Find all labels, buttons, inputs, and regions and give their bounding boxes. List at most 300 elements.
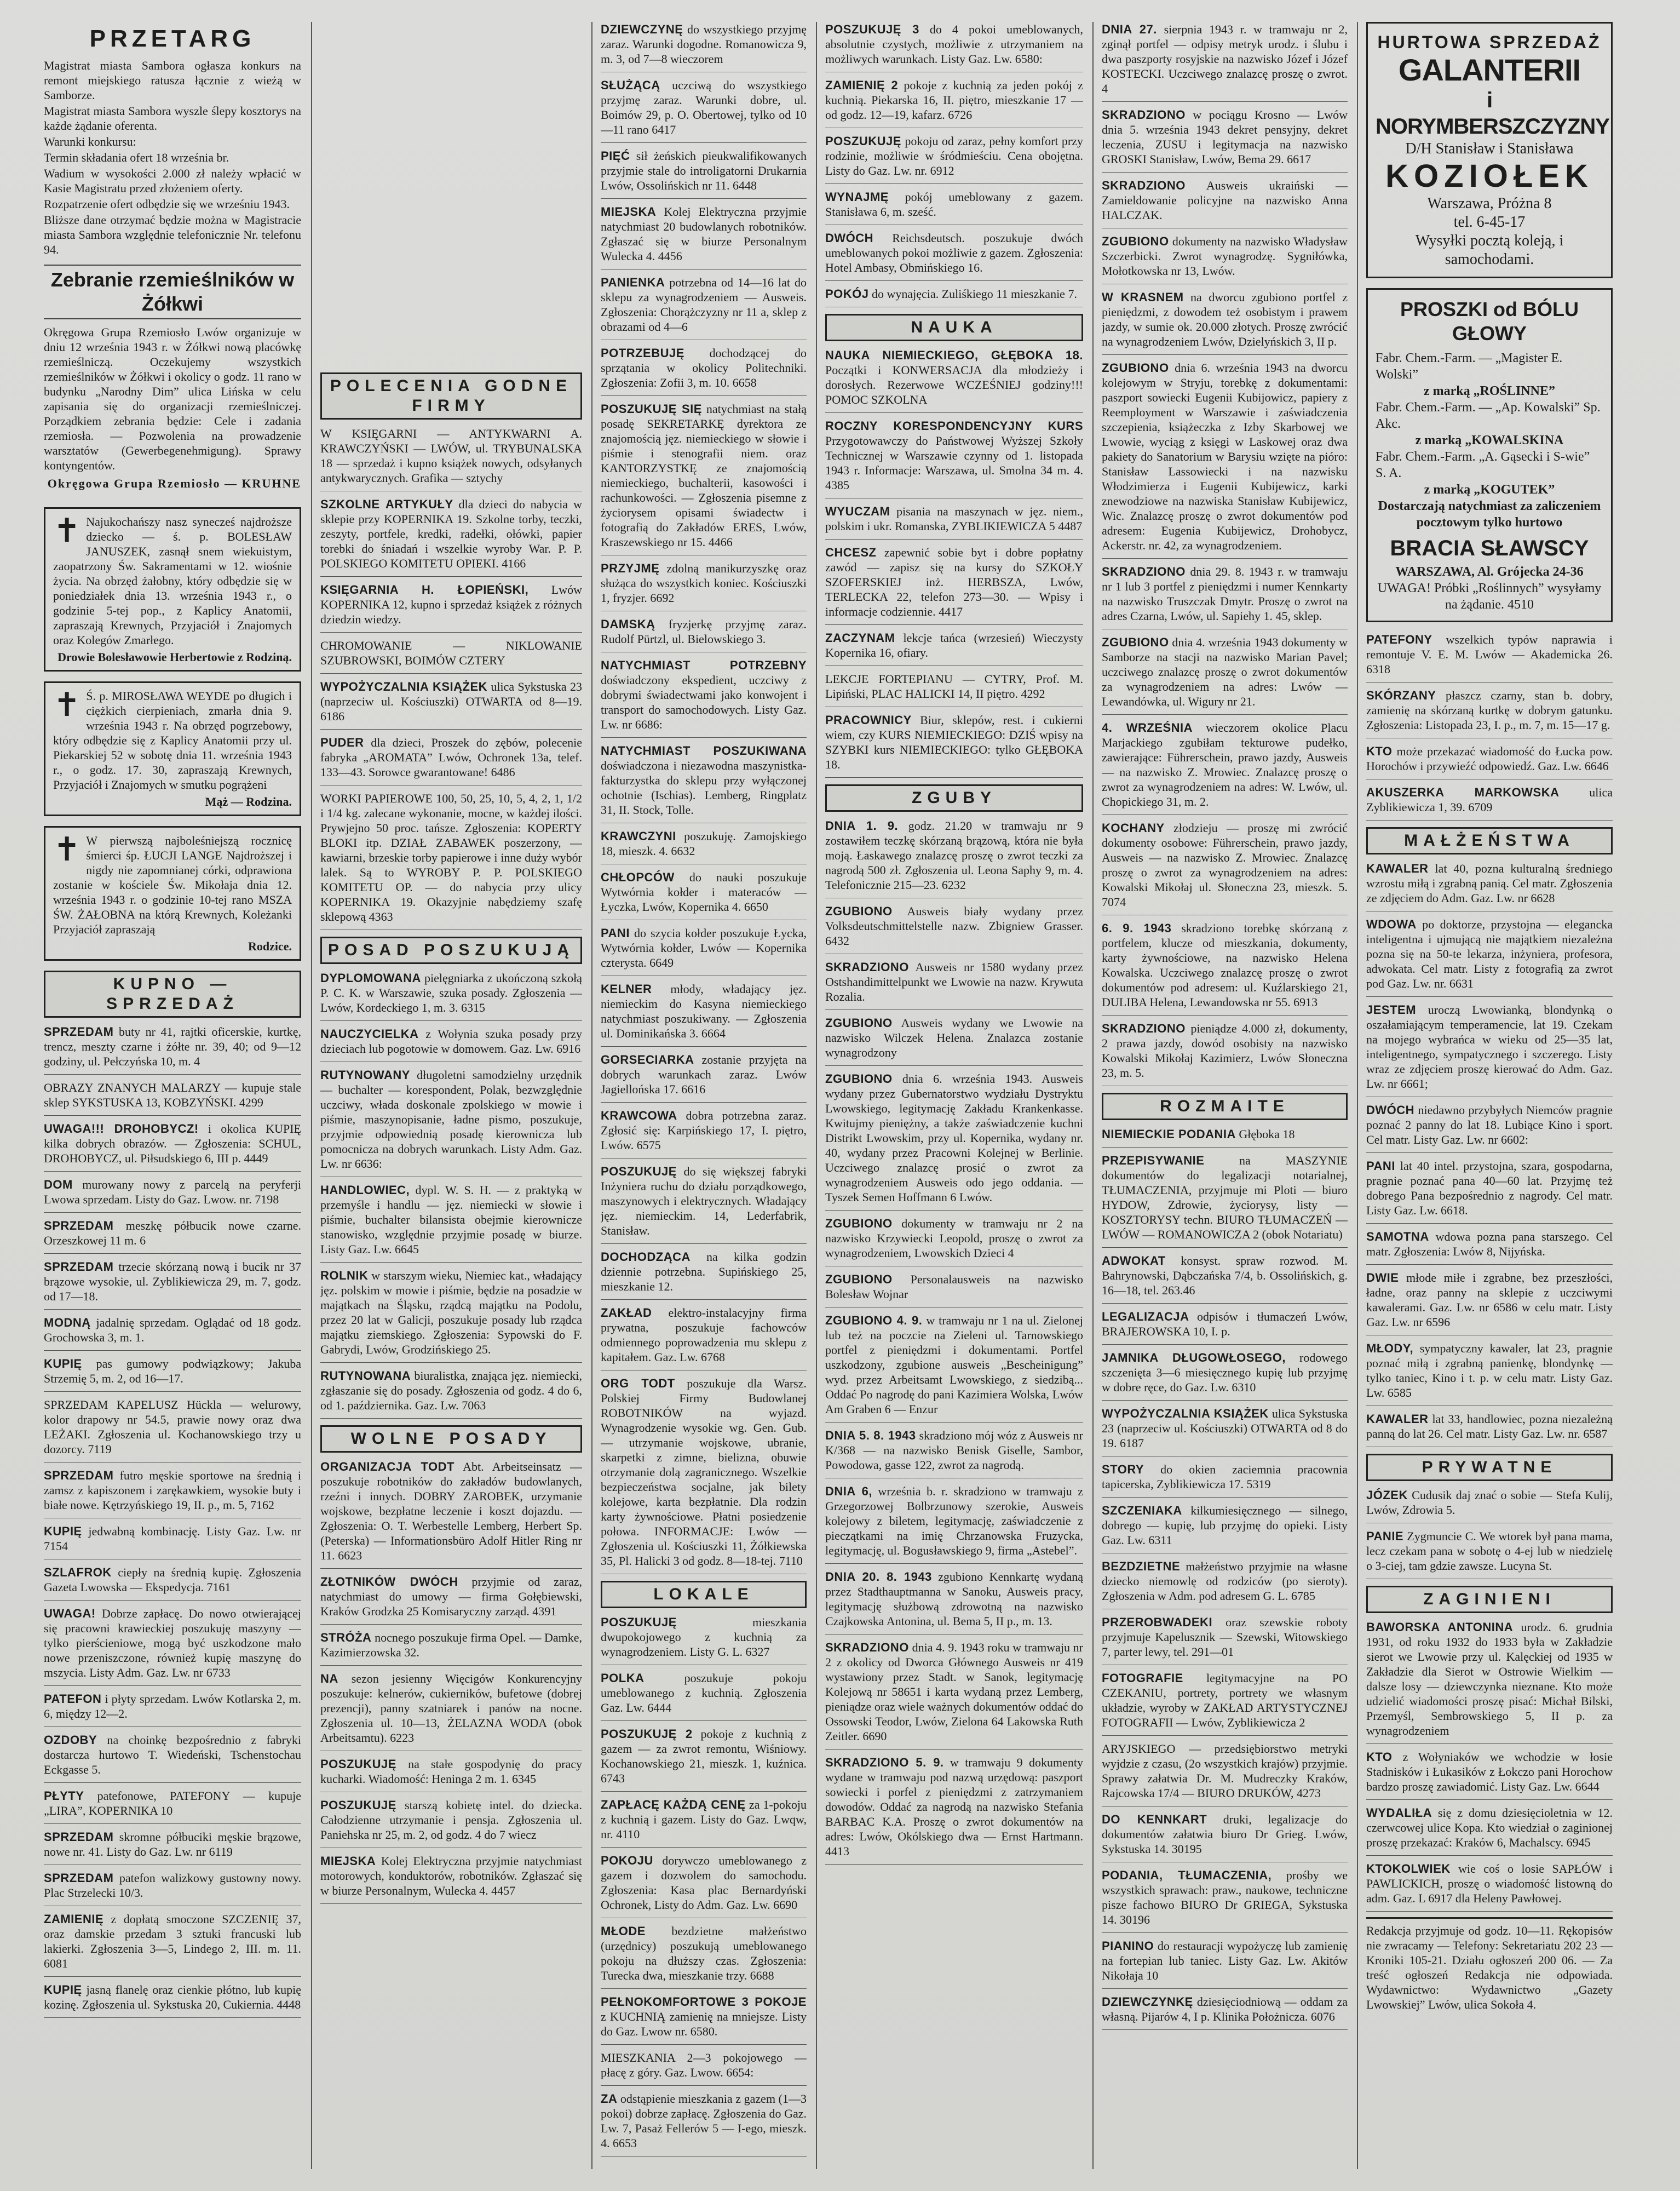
classified-ad: ROLNIK w starszym wieku, Niemiec kat., władający jęz. polskim w mowie i piśmie, będzie na posadzie w majątkach na Śląsku, rządcą majątku na Podolu, przez 20 lat w Galicji, poszukuje posady lub rządca majątku ziemskiego. Zgłoszenia: Sypowski do F. Gabrydi, Lwów, Grodzińskiego 25. bbox=[320, 1269, 582, 1356]
przetarg-line: Warunki konkursu: bbox=[44, 135, 136, 148]
classified-ad: PUDER dla dzieci, Proszek do zębów, polecenie fabryka „AROMATA” Lwów, Ochronek 13a, telef. 133—43. Sorowce gwarantowane! 6486 bbox=[320, 736, 582, 779]
classified-ad: 4. WRZEŚNIA wieczorem okolice Placu Marjackiego zgubiłam tekturowe pudełko, zawierające: Führerschein, prawo jazdy, Ausweis — na nazwisko Z. Mrowiec. Znalazcę proszę o zwrot za wynagrodzeniem na adres: W. Lwów, ul. Chopickiego 31, m. 2. bbox=[1102, 721, 1348, 808]
classified-ad: KTOKOLWIEK wie coś o losie SAPŁÓW i PAWLICKICH, proszę o wiadomość listowną do adm. Gaz. L 6917 dla Heleny Pawłowej. bbox=[1366, 1862, 1613, 1905]
proszki-note: UWAGA! Próbki „Roślinnych” wysyłamy na żądanie. 4510 bbox=[1377, 581, 1602, 612]
classified-ad: UWAGA! Dobrze zapłacę. Do nowo otwierającej się pracowni krawieckiej poszukuję maszyny — tylko pierścieniowe, mogą być uszkodzone mało nowe przeniszczone, również kupię maszynę do mszycia. Listy Adm. Gaz. Lw. nr 6733 bbox=[44, 1607, 301, 1679]
ad-separator bbox=[320, 1624, 582, 1625]
ad-separator bbox=[1366, 1799, 1613, 1800]
classified-ad: ZGUBIONO dokumenty w tramwaju nr 2 na nazwisko Krzywiecki Leopold, proszę o zwrot za wynagrodzeniem, Lwowskich Dzieci 4 bbox=[825, 1217, 1083, 1260]
ad-separator bbox=[44, 1171, 301, 1172]
classified-ad: MŁODY, sympatyczny kawaler, lat 23, pragnie poznać miłą i zgrabną panienkę, blondynkę — tylko taniec, Kino i t. p. w celu matr. Listy Gaz. Lw. 6585 bbox=[1366, 1341, 1613, 1400]
classified-ad: PRZEPISYWANIE na MASZYNIE dokumentów do legalizacji notarialnej, TŁUMACZENIA, przyjmuje mi Ploti — biuro HYDOW, Zdrowie, życiorysy, listy — KOSZTORYSY techn. BIURO TŁUMACZEŃ — LWÓW — ROMANOWICZA 2 (obok Notariatu) bbox=[1102, 1154, 1348, 1241]
classified-ad: SKRADZIONO Ausweis ukraiński — Zamieldowanie policyjne na nazwisko Anna HALCZAK. bbox=[1102, 179, 1348, 222]
classified-ad: ZAPŁACĘ KAŻDĄ CENĘ za 1-pokoju z kuchnią i gazem. Listy do Gaz. Lwqw, nr. 4110 bbox=[601, 1798, 807, 1841]
classified-ad: DOM murowany nowy z parcelą na peryferji Lwowa sprzedam. Listy do Gaz. Lwow. nr. 7198 bbox=[44, 1178, 301, 1206]
classified-ad: UWAGA!!! DROHOBYCZ! i okolica KUPIĘ kilka dobrych obrazów. — Zgłoszenia: SCHUL, DROHOBYCZ, ul. Piłsudskiego 6, III p. 4449 bbox=[44, 1122, 301, 1165]
ad-separator bbox=[320, 729, 582, 730]
przetarg-title: PRZETARG bbox=[89, 25, 256, 52]
classified-ad: SKRADZIONO Ausweis nr 1580 wydany przez Ostshandimittelpunkt we Lwowie na nazw. Krywuta Rozalia. bbox=[825, 960, 1083, 1003]
ad-separator bbox=[1102, 1344, 1348, 1345]
classified-ad: DWÓCH niedawno przybyłych Niemców pragnie poznać 2 panny do lat 18. Lubiące Kino i sport. Cel matr. Listy Gaz. Lw. nr 6602: bbox=[1366, 1103, 1613, 1146]
ad-separator bbox=[44, 1600, 301, 1601]
classified-list bbox=[825, 348, 1083, 778]
ad-separator bbox=[320, 1418, 582, 1419]
obituary-signature: Rodzice. bbox=[248, 939, 292, 953]
ad-separator bbox=[1102, 1735, 1348, 1736]
proszki-address: WARSZAWA, Al. Grójecka 24-36 bbox=[1395, 565, 1584, 579]
ad-separator bbox=[601, 2044, 807, 2045]
ad-separator bbox=[44, 1115, 301, 1116]
classified-ad: RUTYNOWANA biuralistka, znająca jęz. niemiecki, zgłaszanie się do posady. Zgłoszenia od godz. 4 do 6, od 1. października. Gaz. Lw. 7063 bbox=[320, 1369, 582, 1412]
obituary-signature: Mąż — Rodzina. bbox=[205, 795, 292, 808]
classified-ad: ZGUBIONO 4. 9. w tramwaju nr 1 na ul. Zielonej lub też na poczcie na Zieleni ul. Tarnowskiego portfel z pieniędzmi i dokumentami. Portfel uszkodzony, zgubione ausweis „Bescheinigung” wyd. przez Arbeitsamt Lwowskiego, z siedzibą... Oddać Po nagrodę do pani Kazimiera Wolska, Lwów Am Graben 6 — Enzur bbox=[825, 1314, 1083, 1416]
classified-ad: KUPIĘ jasną flanelę oraz cienkie płótno, lub kupię kozinę. Zgłoszenia ul. Sykstuska 20, Cukiernia. 4448 bbox=[44, 1983, 301, 2011]
section-header-lokale: LOKALE bbox=[601, 1581, 807, 1608]
obituary-text: Ś. p. MIROSŁAWA WEYDE po długich i ciężkich cierpieniach, zmarła dnia 9. września 1943 r. Na obrzęd pogrzebowy, który odbędzie się z Kaplicy Anatomii przy ul. Piekarskiej 52 w sobotę dnia 11. września 1943 r., o godz. 17. 30, zapraszają Krewnych, Przyjaciół i Znajomych w smutku pogrążeni bbox=[53, 689, 292, 791]
classified-ad: ZŁOTNIKÓW DWÓCH przyjmie od zaraz, natychmiast do umowy — firma Gołębiewski, Kraków Grodzka 25 Komisaryczny zarząd. 4391 bbox=[320, 1575, 582, 1618]
ad-separator bbox=[825, 1864, 1083, 1865]
classified-ad: NATYCHMIAST POTRZEBNY doświadczony ekspedient, uczciwy z dobrymi świadectwami jako konwojent i transport do samochodowych. Listy Gaz. Lw. nr 6686: bbox=[601, 658, 807, 731]
classified-ad: FOTOGRAFIE legitymacyjne na PO CZEKANIU, portrety, portrety we własnym układzie, wyroby w ZAKŁAD ARTYSTYCZNEJ FOTOGRAFII — Lwów, Zyblikiewicza 2 bbox=[1102, 1671, 1348, 1729]
proszki-line: Fabr. Chem.-Farm. „A. Gąsecki i S-wie” S. A. bbox=[1376, 450, 1590, 480]
ad-separator bbox=[320, 1262, 582, 1263]
obituary-signature: Drowie Bolesławowie Herbertowie z Rodziną. bbox=[57, 650, 292, 664]
classified-ad: NAUCZYCIELKA z Wołynia szuka posady przy dzieciach lub pogotowie w domowem. Gaz. Lw. 6916 bbox=[320, 1027, 582, 1056]
classified-ad: ZGUBIONO Ausweis biały wydany przez Volksdeutschmittelstelle nazw. Zbigniew Grasser. 6432 bbox=[825, 904, 1083, 948]
classified-ad: ZAMIENIĘ z dopłatą smoczone SZCZENIĘ 37, oraz damskie przedam 3 sztuki francuski lub lakierki. Zgłoszenia 3—5, Lindego 2, III. m. 11. 6081 bbox=[44, 1912, 301, 1970]
ad-separator bbox=[825, 1749, 1083, 1750]
classified-ad: SPRZEDAM trzecie skórzaną nową i bucik nr 37 brązowe wysokie, ul. Zyblikiewicza 29, m. 7, godz. od 17—18. bbox=[44, 1260, 301, 1303]
classified-list bbox=[1102, 22, 1348, 1086]
classified-ad: ORG TODT poszukuje dla Warsz. Polskiej Firmy Budowlanej ROBOTNIKÓW na wyjazd. Wynagrodzenie wysokie wg. Gen. Gub. — utrzymanie wojskowe, ubranie, skarpetki z zimne, bielizna, obuwie otrzymanie dolą zagranicznego. Wszelkie bezpieczeństwa socjalne, jak bilety kolejowe, karta bezpłatnie. Dla rodzin karty żywnościowe. Płatni posiedzenie połowa. INFORMACJE: Lwów — Zgłoszenia ul. Kościuszki 11, Żółkiewska 35, Pl. Halicki 3 od godz. 8—18-tej. 7110 bbox=[601, 1376, 807, 1568]
galanterii-ad bbox=[1366, 22, 1613, 278]
classified-ad: DAMSKĄ fryzjerkę przyjmę zaraz. Rudolf Pürtzl, ul. Bielowskiego 3. bbox=[601, 617, 807, 646]
redaction-note: Redakcja przyjmuje od godz. 10—11. Rękopisów nie zwracamy — Telefony: Sekretariatu 202 23 — Kroniki 105-21. Działu ogłoszeń 200 06. — Za treść ogłoszeń Redakcja nie odpowiada. Wydawnictwo: Wydawnictwo „Gazety Lwowskiej” Lwów, ulica Sokoła 4. bbox=[1366, 1917, 1613, 2012]
classified-ad: NATYCHMIAST POSZUKIWANA doświadczona i niezawodna maszynistka-fakturzystka do sklepu przy wyłączonej ochotnie (Ischias). Lemberg, Ringplatz 31, II. Stock, Tolle. bbox=[601, 744, 807, 817]
section-header-posad: POSAD POSZUKUJĄ bbox=[320, 937, 582, 964]
classified-list bbox=[601, 1615, 807, 2156]
ad-separator bbox=[44, 1309, 301, 1310]
classified-ad: DNIA 27. sierpnia 1943 r. w tramwaju nr 2, zginął portfel — odpisy metryk urodz. i ślubu i dwa paszporty rosyjskie na nazwisko Józef i Józef KOSTECKI. Uczciwego znalazcę proszę o zwrot. 4 bbox=[1102, 22, 1348, 95]
classified-ad: OBRAZY ZNANYCH MALARZY — kupuje stale sklep SYKSTUSKA 13, KOBZYŃSKI. 4299 bbox=[44, 1081, 301, 1109]
cross-icon: ✝ bbox=[53, 830, 81, 869]
section-header-nauka: NAUKA bbox=[825, 314, 1083, 341]
classified-ad: PEŁNOKOMFORTOWE 3 POKOJE z KUCHNIĄ zamienię na mniejsze. Listy do Gaz. Lwow nr. 6580. bbox=[601, 1995, 807, 2038]
obituary bbox=[44, 507, 301, 672]
classified-ad: DOCHODZĄCA na kilka godzin dziennie potrzebna. Supińskiego 25, mieszkanie 12. bbox=[601, 1250, 807, 1293]
classified-ad: DYPLOMOWANA pielęgniarka z ukończoną szkołą P. C. K. w Warszawie, szuka posady. Zgłoszenia — Lwów, Kordeckiego 1, m. 3. 6315 bbox=[320, 971, 582, 1014]
ad-separator bbox=[1102, 1247, 1348, 1248]
obituary bbox=[44, 826, 301, 961]
classified-list bbox=[1102, 1127, 1348, 2030]
ad-separator bbox=[1102, 354, 1348, 355]
column-rule bbox=[816, 22, 817, 2169]
classified-ad: DNIA 6, września b. r. skradziono w tramwaju z Grzegorzowej Bolbrzunowy szerokie, Ausweis kolejowy z biletem, legitymację, zaświadczenie z pieczątkami na imię Chrzanowska Fruzycka, legitymację, ul. Bogusławskiego 9, firma „Astebel”. bbox=[825, 1484, 1083, 1557]
classified-ad: NA sezon jesienny Więcigów Konkurencyjny poszukuje: kelnerów, cukierników, bufetowe (dobrej prezencji), panny szatniarek i panów na nocne. Zgłoszenia ul. 10—13, ŻELAZNA WODA (obok Arbeitsamtu). 6223 bbox=[320, 1672, 582, 1745]
classified-ad: KUPIĘ pas gumowy podwiązkowy; Jakuba Strzemię 5, m. 2, od 16—17. bbox=[44, 1357, 301, 1385]
classified-ad: KAWALER lat 40, pozna kulturalną średniego wzrostu miłą i zgrabną panią. Cel matr. Zgłoszenia ze zdjęciem do Adm. Gaz. Lw. nr 6628 bbox=[1366, 862, 1613, 905]
ad-separator bbox=[1102, 2029, 1348, 2030]
galanterii-line: i NORYMBERSZCZYZNY bbox=[1376, 88, 1609, 139]
cross-icon: ✝ bbox=[53, 686, 81, 724]
ad-separator bbox=[601, 395, 807, 396]
classified-ad: WYUCZAM pisania na maszynach w jęz. niem., polskim i ukr. Romanska, ZYBLIKIEWICZA 5 4487 bbox=[825, 504, 1083, 533]
ad-separator bbox=[601, 1847, 807, 1848]
ad-separator bbox=[44, 2017, 301, 2018]
column-5 bbox=[1102, 22, 1348, 2169]
cross-icon: ✝ bbox=[53, 512, 81, 550]
classified-ad: PODANIA, TŁUMACZENIA, prośby we wszystkich sprawach: praw., naukowe, techniczne pisze fachowo BIURO Dr GRIEGA, Sykstuska 14. 30196 bbox=[1102, 1868, 1348, 1926]
ad-separator bbox=[1366, 820, 1613, 821]
section-header-zguby: ZGUBY bbox=[825, 784, 1083, 812]
classified-list bbox=[825, 818, 1083, 1865]
classified-ad: DWÓCH Reichsdeutsch. poszukuje dwóch umeblowanych pokoi możliwie z gazem. Zgłoszenia: Hotel Ambasy, Obmińskiego 16. bbox=[825, 231, 1083, 274]
ad-separator bbox=[1102, 558, 1348, 559]
ad-separator bbox=[601, 1988, 807, 1989]
classified-ad: ZGUBIONO dnia 6. września 1943. Ausweis wydany przez Gubernatorstwo wydziału Dystryktu Lwowskiego, legitymację Zakładu Krankenkasse. Kwitujmy pieniężny, a także zaświadczenie kuchni Distrikt Lwowskim, przy ul. Kopernika, wydany nr. 40, wydany przez Pracowni Kolejnej w Berlinie. Uczciwego znalazcę prosić o zwrot za wynagrodzeniem Ausweis odo jego oddania. — Tyszek Semen Hoffmann 6 Lwów. bbox=[825, 1072, 1083, 1204]
classified-ad: POKOJU dorywczo umeblowanego z gazem i dozwolem do samochodu. Zgłoszenia: Kasa plac Bernardyński Ochronek, Listy do Adm. Gaz. Lw. 6690 bbox=[601, 1854, 807, 1912]
ad-separator bbox=[1102, 1988, 1348, 1989]
classified-ad: SKRADZIONO 5. 9. w tramwaju 9 dokumenty wydane w tramwaju pod nazwą urzędową: paszport sowiecki i porfel z pieniędzmi z zatrzymaniem dowodów. Oddać za nagrodą na nazwisko Stefania BARBAC K.A. Proszę o zwrot dokumentów na adres: Lwów, Okólskiego dwa — Ernst Hartmann. 4413 bbox=[825, 1756, 1083, 1858]
obituary-text: Najukochańszy nasz synecześ najdroższe dziecko — ś. p. BOLESŁAW JANUSZEK, zasnął snem wiekuistym, zaopatrzony Św. Sakramentami w 12. wiośnie życia. Na obrzęd żałobny, który odbędzie się w poniedziałek dnia 13. września 1943 r., o godzinie 5-tej pop., z Kaplicy Anatomii, zapraszają Krewnych, Przyjaciół i Znajomych oraz Kolegów Zmarłego. bbox=[53, 515, 292, 647]
classified-ad: PANI do szycia kołder poszukuje Łycka, Wytwórnia kołder, Lwów — Kopernika czterysta. 6649 bbox=[601, 926, 807, 970]
classified-ad: PANIE Zygmuncie C. We wtorek był pana mama, lecz czekam pana w sobotę o 4-ej lub w niedzielę o 3-ciej, tam gdzie zawsze. Lucyna St. bbox=[1366, 1529, 1613, 1573]
section-header-polecenia: POLECENIA GODNE FIRMY bbox=[320, 372, 582, 420]
classified-ad: PŁYTY patefonowe, PATEFONY — kupuje „LIRA”, KOPERNIKA 10 bbox=[44, 1789, 301, 1817]
proszki-line: z marką „ROŚLINNE” bbox=[1423, 384, 1555, 398]
classified-ad: KRAWCZYNI poszukuję. Zamojskiego 18, mieszk. 4. 6632 bbox=[601, 829, 807, 858]
proszki-ad bbox=[1366, 288, 1613, 622]
ad-separator bbox=[320, 576, 582, 577]
classified-ad: ZGUBIONO dnia 4. września 1943 dokumenty w Samborze na stacji na nazwisko Marian Pavel; uczciwego znalazcę proszę o zwrot dokumentów za wynagrodzeniem na adres: Lwów — Lewandówka, ul. Wigury nr 21. bbox=[1102, 635, 1348, 708]
classified-ad: ZGUBIONO dokumenty na nazwisko Władysław Szczerbicki. Zwrot wynagrodzę. Sygniłówka, Mołotkowska nr 13, Lwów. bbox=[1102, 234, 1348, 278]
ad-separator bbox=[1366, 1264, 1613, 1265]
classified-ad: ZGUBIONO Ausweis wydany we Lwowie na nazwisko Wilczek Helena. Znalazca zostanie wynagrodzony bbox=[825, 1016, 1083, 1059]
classified-ad: PANIENKA potrzebna od 14—16 lat do sklepu za wynagrodzeniem — Ausweis. Zgłoszenia: Chorążczyzny nr 11 a, sklep z obrazami od 4—6 bbox=[601, 276, 807, 334]
przetarg-line: Magistrat miasta Sambora wyszle ślepy kosztorys na każde żądanie oferenta. bbox=[44, 104, 301, 133]
classified-ad: ORGANIZACJA TODT Abt. Arbeitseinsatz — poszukuje robotników do zakładów budowlanych, rzeźni i innych. DOBRY ZAROBEK, urzymanie wojskowe, bezpłatne leczenie i koszt dojazdu. — Zgłoszenia: O. T. Werbestelle Lemberg, Herbert Sp. (Peterska) — Informationsbüro Adolf Hitler Ring nr 11. 6623 bbox=[320, 1460, 582, 1562]
classified-ad: POKÓJ do wynajęcia. Zuliśkiego 11 mieszkanie 7. bbox=[825, 287, 1077, 301]
column-3 bbox=[601, 22, 807, 2169]
classified-ad: SAMOTNA wdowa pozna pana starszego. Cel matr. Zgłoszenia: Lwów 8, Nijyńska. bbox=[1366, 1230, 1613, 1258]
classified-ad: KSIĘGARNIA H. ŁOPIEŃSKI, Lwów KOPERNIKA 12, kupno i sprzedaż książek z różnych dziedzin wiedzy. bbox=[320, 583, 582, 626]
przetarg-line: Wadium w wysokości 2.000 zł należy wpłacić w Kasie Magistratu przed złożeniem oferty. bbox=[44, 167, 301, 195]
ad-separator bbox=[1102, 172, 1348, 173]
przetarg-line: Termin składania ofert 18 września br. bbox=[44, 151, 229, 164]
classified-ad: JÓZEK Cudusik daj znać o sobie — Stefa Kulij, Lwów, Zdrowia 5. bbox=[1366, 1488, 1613, 1517]
classified-ad: MIEJSKA Kolej Elektryczna przyjmie natychmiast 20 budowlanych robotników. Zgłaszać się w biurze Personalnym Wulecka 4. 4456 bbox=[601, 205, 807, 263]
classified-ad: KAWALER lat 33, handlowiec, pozna niezależną panną do lat 26. Cel matr. Listy Gaz. Lw. nr. 6587 bbox=[1366, 1412, 1613, 1441]
przetarg-line: Rozpatrzenie ofert odbędzie się we wrześniu 1943. bbox=[44, 197, 290, 211]
classified-ad: ZAKŁAD elektro-instalacyjny firma prywatna, poszukuje fachowców odmiennego poprowadzenia mu sklepu z kapitałem. Gaz. Lw. 6768 bbox=[601, 1306, 807, 1364]
column-2 bbox=[320, 22, 582, 2169]
ad-separator bbox=[320, 632, 582, 633]
ad-separator bbox=[1366, 1743, 1613, 1744]
proszki-line: z marką „KOWALSKINA bbox=[1415, 433, 1564, 448]
classified-ad: SZKOLNE ARTYKUŁY dla dzieci do nabycia w sklepie przy KOPERNIKA 19. Szkolne torby, teczki, zeszyty, portfele, kredki, radełki, ołówki, papier torebki do śniadań i wszelkie wyroby War. P. P. POLSKIEGO KOMITETU OPIEKI. 4166 bbox=[320, 497, 582, 570]
classified-ad: MŁODE bezdzietne małżeństwo (urzędnicy) poszukują umeblowanego pokoju na dłuższy czas. Zgłoszenia: Turecka dwa, mieszkanie trzy. 6688 bbox=[601, 1924, 807, 1982]
galanterii-line: HURTOWA SPRZEDAŻ bbox=[1377, 32, 1602, 52]
column-rule bbox=[1357, 22, 1358, 2169]
ad-separator bbox=[1102, 1015, 1348, 1016]
ad-separator bbox=[825, 539, 1083, 540]
classified-list bbox=[320, 426, 582, 930]
ad-separator bbox=[601, 198, 807, 199]
classified-ad: PIANINO do restauracji wypożyczę lub zamienię na fortepian lub taniec. Listy Gaz. Lw. Akitów Nikołaja 10 bbox=[1102, 1939, 1348, 1982]
ad-separator bbox=[825, 777, 1083, 778]
column-rule bbox=[1092, 22, 1094, 2169]
classified-ad: PRZEROBWADEKI oraz szewskie roboty przyjmuje Kapelusznik — Szewski, Witowskiego 7, parter lewy, tel. 291—01 bbox=[1102, 1615, 1348, 1659]
classified-ad: POSZUKUJĘ starszą kobietę intel. do dziecka. Całodzienne utrzymanie i pensja. Zgłoszenia ul. Paniehska nr 25, m. 2, od godz. 4 do 7 wiecz bbox=[320, 1798, 582, 1842]
classified-ad: CHROMOWANIE — NIKLOWANIE SZUBROWSKI, BOIMÓW CZTERY bbox=[320, 639, 582, 667]
ad-separator bbox=[601, 1720, 807, 1721]
classified-ad: HANDLOWIEC, dypl. W. S. H. — z praktyką w przemyśle i handlu — jęz. niemiecki w słowie i piśmie, buchalter bilansista obejmie kierownicze stanowisko, względnie przyjmie posadę w biurze. Listy Gaz. Lw. 6645 bbox=[320, 1183, 582, 1256]
ad-separator bbox=[44, 1782, 301, 1783]
proszki-line: Fabr. Chem.-Farm. — „Ap. Kowalski” Sp. Akc. bbox=[1376, 400, 1601, 431]
classified-ad: POSZUKUJĘ mieszkania dwupokojowego z kuchnią za wynagrodzeniem. Listy G. L. 6327 bbox=[601, 1615, 807, 1659]
proszki-line: Dostarczają natychmiast za zaliczeniem pocztowym tylko hurtowo bbox=[1378, 499, 1601, 530]
galanterii-line: tel. 6-45-17 bbox=[1453, 214, 1526, 231]
ad-separator bbox=[44, 1350, 301, 1351]
classified-list bbox=[1366, 632, 1613, 821]
ad-separator bbox=[825, 1065, 1083, 1066]
galanterii-line: Warszawa, Próżna 8 bbox=[1427, 195, 1552, 212]
classified-ad: SKRADZIONO dnia 4. 9. 1943 roku w tramwaju nr 2 z okolicy od Dworca Głównego Ausweis nr 419 wystawiony przez Stadt. w Sanok, legitymację Kolejową nr 58651 i karta wydaną przez Lemberg, pieniądze oraz wiele ważnych dokumentów oddać do Ossowski Teodor, Lwów, Zielona 64 Lakowska Ruth Zeitler. 6690 bbox=[825, 1641, 1083, 1743]
ad-separator bbox=[825, 1210, 1083, 1211]
ad-separator bbox=[1102, 1147, 1348, 1148]
ad-separator bbox=[1366, 1223, 1613, 1224]
column-rule bbox=[311, 22, 312, 2169]
proszki-line: Fabr. Chem.-Farm. — „Magister E. Wolski” bbox=[1376, 351, 1563, 382]
classified-ad: STRÓŻA nocnego poszukuje firma Opel. — Damke, Kazimierzowska 32. bbox=[320, 1631, 582, 1659]
ad-separator bbox=[601, 1243, 807, 1244]
classified-ad: JAMNIKA DŁUGOWŁOSEGO, rodowego szczenięta 3—6 miesięcznego kupię lub przyjmę w dobre ręce, do Gaz. Lw. 6310 bbox=[1102, 1351, 1348, 1394]
classified-ad: PRZYJMĘ zdolną manikurzyszkę oraz służąca do wszystkich koniec. Kościuszki 1, fryzjer. 6692 bbox=[601, 561, 807, 605]
classified-ad: DZIEWCZYNKĘ dziesięciodniową — oddam za własną. Pijarów 4, I p. Klinika Położnicza. 6076 bbox=[1102, 1995, 1348, 2023]
classified-ad: POSZUKUJĘ pokoju od zaraz, pełny komfort przy rodzinie, możliwie w śródmieściu. Cena obojętna. Listy do Gaz. Lw. nr. 6912 bbox=[825, 134, 1083, 177]
classified-ad: ARYJSKIEGO — przedsiębiorstwo metryki wyjdzie z czasu, (2o wszystkich krajów) przyjmie. Sprawy załatwia Dr. M. Mudreczky Kraków, Rajcowska 17/4 — BIURO DRUKÓW, 4273 bbox=[1102, 1742, 1348, 1800]
classified-list bbox=[1366, 861, 1613, 1447]
section-header-malzenstwa: MAŁŻEŃSTWA bbox=[1366, 827, 1613, 854]
classified-ad: STORY do okien zaciemnia pracownia tapicerska, Zyblikiewicza 17. 5319 bbox=[1102, 1462, 1348, 1491]
classified-ad: MIESZKANIA 2—3 pokojowego — płacę z góry. Gaz. Lwow. 6654: bbox=[601, 2051, 807, 2079]
ad-separator bbox=[44, 1685, 301, 1686]
column-1 bbox=[44, 22, 301, 2169]
classified-ad: GORSECIARKA zostanie przyjęta na dobrych warunkach zaraz. Lwów Jagiellońska 17. 6616 bbox=[601, 1053, 807, 1096]
classified-ad: DNIA 1. 9. godz. 21.20 w tramwaju nr 9 zostawiłem teczkę skórzaną brązową, która nie była moją. Łaskawego znalazcę proszę o zwrot teczki za nagrodą 500 zł. Zgłoszenia ul. Leona Saphy 9, m. 4. Telefonicznie 215—23. 6232 bbox=[825, 819, 1083, 892]
obituary-text: W pierwszą najboleśniejszą rocznicę śmierci śp. ŁUCJI LANGE Najdroższej i nigdy nie zapomnianej córki, odprawiona zostanie w kościele Św. Mikołaja dnia 12. września 1943 r. o godzinie 10-tej rano MSZA ŚW. ŻAŁOBNA na którą Krewnych, Koleżanki Przyjaciół zapraszają bbox=[53, 834, 292, 936]
classified-ad: WORKI PAPIEROWE 100, 50, 25, 10, 5, 4, 2, 1, 1/2 i 1/4 kg. zalecane wykonanie, mocne, w każdej ilości. Prywjejno 50 proc. tańsze. Zgłoszenia: KOPERTY BLOKI itp. DZIAŁ ZABAWEK poszerzony, — kawiarni, brzeskie torby papierowe i inne duży wybór lalek. Są to WYROBY P. P. POLSKIEGO KOMITETU OP. — do nabycia przy ulicy KOPERNIKA 19. Okazyjnie nabędziemy szafę sklepową 4363 bbox=[320, 791, 582, 924]
classified-list bbox=[320, 1459, 582, 1904]
classified-ad: POSZUKUJĘ 2 pokoje z kuchnią z gazem — za zwrot remontu, Wiśniowy. Kochanowskiego 21, mieszk. 1, kuźnica. 6743 bbox=[601, 1727, 807, 1785]
classified-ad: PRACOWNICY Biur, sklepów, rest. i cukierni wiem, czy KURS NIEMIECKIEGO: DZIŚ wpisy na SZYBKI kurs NIEMIECKIEGO: tylko GŁĘBOKA 18. bbox=[825, 713, 1083, 771]
classified-ad: ZGUBIONO dnia 6. września 1943 na dworcu kolejowym w Stryju, torebkę z dokumentami: paszport sowiecki Eugenii Kubijowicz, papiery z Reemployment w Warszawie i zaświadczenia szczepienia, książeczka z Izby Skarbowej we Lwowie, wyciąg z księgi w Laskowej oraz dwa pakiety do Sanatorium w Barysiu wzięte na pióro: Stanisław Lassowiecki i na nazwisku Włodzimierza i Eugenii Kubijewicz, karki znewodziowe na nazwiska Stanisław Kubijewicz, Wic. Znalazcę proszę o zwrot dokumentów pod adresem: Eugenia Kubijewicz, Drohobycz, Ackerstr. nr. 42, za wynagrodzeniem. bbox=[1102, 361, 1348, 552]
classified-ad: DWIE młode miłe i zgrabne, bez przeszłości, ładne, oraz panny na sklepie z uczciwymi kawalerami. Gaz. Lw. nr 6586 w celu matr. Listy Gaz. Lw. nr 6596 bbox=[1366, 1271, 1613, 1329]
classified-ad: SPRZEDAM KAPELUSZ Hückla — welurowy, kolor drapowy nr 54.5, prawie nowy oraz dwa LEŻAKI. Zgłoszenia ul. Kochanowskiego trzy u dozorcy. 7119 bbox=[44, 1398, 301, 1456]
classified-ad: POLKA poszukuje pokoju umeblowanego z kuchnią. Zgłoszenia Gaz. Lw. 6444 bbox=[601, 1671, 807, 1714]
ad-separator bbox=[1366, 996, 1613, 997]
classified-ad: WYPOŻYCZALNIA KSIĄŻEK ulica Sykstuska 23 (naprzeciw ul. Kościuszki) OTWARTA od 8—19. 6186 bbox=[320, 680, 582, 723]
classified-ad: SŁUŻĄCĄ uczciwą do wszystkiego przyjmę zaraz. Warunki dobre, ul. Boimów 29, p. O. Obertowej, tylko od 10—11 rano 6417 bbox=[601, 78, 807, 136]
classified-list bbox=[601, 22, 807, 1574]
classified-ad: ZA odstąpienie mieszkania z gazem (1—3 pokoi) dobrze zapłacę. Zgłoszenia do Gaz. Lw. 7, Pasaż Fellerów 5 — I-ego, mieszk. 4. 6653 bbox=[601, 2092, 807, 2150]
classified-ad: MIEJSKA Kolej Elektryczna przyjmie natychmiast motorowych, konduktorów, robotników. Zgłaszać się w biurze Personalnym, Wulecka 4. 4457 bbox=[320, 1854, 582, 1897]
ad-separator bbox=[1102, 1932, 1348, 1933]
ad-separator bbox=[320, 1362, 582, 1363]
classified-ad: SPRZEDAM skromne półbuciki męskie brązowe, nowe nr. 41. Listy do Gaz. Lw. nr 6119 bbox=[44, 1830, 301, 1859]
classified-ad: WYNAJMĘ pokój umeblowany z gazem. Stanisława 6, m. sześć. bbox=[825, 190, 1083, 219]
zebranie-text: Okręgowa Grupa Rzemiosło Lwów organizuje w dniu 12 września 1943 r. w Żółkwi nową placówkę rzemieślniczą. Oczekujemy wszystkich rzemieślników w Żółkwi i okolicy o godz. 11 rano w budynku „Narodny Dim” ulica Lińska w celu zapisania się do organizacji rzemieślniczej. Porządkiem zebrania będzie: Cele i zadania rzemiosła. — Pozwolenia na prowadzenie warsztatów (Gewerbegenehmigung). Sprawy kontyngentów. bbox=[44, 325, 301, 472]
classified-ad: DO KENNKART druki, legalizacje do dokumentów załatwia biuro Dr Grieg. Lwów, Sykstuska 14. 30195 bbox=[1102, 1813, 1348, 1856]
section-header-rozmaite: ROZMAITE bbox=[1102, 1093, 1348, 1120]
ad-separator bbox=[320, 673, 582, 674]
ad-separator bbox=[44, 1212, 301, 1213]
ad-separator bbox=[44, 1074, 301, 1075]
classified-ad: POSZUKUJĘ na stałe gospodynię do pracy kucharki. Wiadomość: Heninga 2 m. 1. 6345 bbox=[320, 1757, 582, 1786]
ad-separator bbox=[601, 1046, 807, 1047]
ad-separator bbox=[1102, 1400, 1348, 1401]
galanterii-line: D/H Stanisław i Stanisława bbox=[1405, 140, 1574, 157]
classified-ad: MODNĄ jadalnię sprzedam. Oglądać od 18 godz. Grochowska 3, m. 1. bbox=[44, 1316, 301, 1344]
ad-separator bbox=[825, 1563, 1083, 1564]
classified-ad: POSZUKUJĘ SIĘ natychmiast na stałą posadę SEKRETARKĘ dyrektora ze znajomością jęz. niemieckiego w słowie i piśmie i stenografii niem. oraz KANTORZYSTKĘ ze znajomością niemieckiego, buchalterii, kasowości i rachunkowości. — Zgłoszenia pisemne z życiorysem opisami świadectw i fotografią do Zakładów ERES, Lwów, Kraszewskiego nr 15. 4466 bbox=[601, 402, 807, 549]
classified-list bbox=[1366, 1620, 1613, 1912]
proszki-line: z marką „KOGUTEK” bbox=[1424, 483, 1555, 497]
section-header-wolne: WOLNE POSADY bbox=[320, 1425, 582, 1453]
classified-ad: POSZUKUJĘ 3 do 4 pokoi umeblowanych, absolutnie czystych, możliwie z utrzymaniem na możliwych warunkach. Listy Gaz. Lw. 6580: bbox=[825, 22, 1083, 66]
column-6 bbox=[1366, 22, 1613, 2169]
classified-ad: DZIEWCZYNĘ do wszystkiego przyjmę zaraz. Warunki dogodne. Romanowicza 9, m. 3, od 7—8 wieczorem bbox=[601, 22, 807, 66]
zebranie-title: Zebranie rzemieślników w Żółkwi bbox=[44, 265, 301, 319]
classified-list bbox=[825, 22, 1083, 307]
ad-separator bbox=[825, 1422, 1083, 1423]
ad-separator bbox=[825, 280, 1083, 281]
ad-separator bbox=[1102, 1497, 1348, 1498]
ad-separator bbox=[1102, 1303, 1348, 1304]
classified-ad: KTO z Wołyniaków we wchodzie w łosie Stadnisków i Łukasików z Łokczo pani Horochow bardzo proszę zawiadomić. Listy Gaz. Lw. 6644 bbox=[1366, 1750, 1613, 1793]
przetarg-line: Bliższe dane otrzymać będzie można w Magistracie miasta Sambora względnie telefonicznie Nr. telefonu 94. bbox=[44, 213, 301, 256]
classified-ad: ZACZYNAM lekcje tańca (wrzesień) Wieczysty Kopernika 16, ofiary. bbox=[825, 631, 1083, 659]
classified-ad: CHCESZ zapewnić sobie byt i dobre popłatny zawód — zapisz się na kursy do SZKOŁY SZOFERSKIEJ inż. HERBSZA, Lwów, TERLECKA 22, telefon 273—30. — Wpisy i informacje codziennie. 4417 bbox=[825, 546, 1083, 618]
classified-ad: DNIA 5. 8. 1943 skradziono mój wóz z Ausweis nr K/368 — na nazwisko Benisk Giselle, Sambor, Powodowa, gasse 122, zwrot za nagrodą. bbox=[825, 1429, 1083, 1472]
ad-separator bbox=[1366, 1855, 1613, 1856]
classified-ad: WYDALIŁA się z domu dziesięcioletnia w 12. czerwcowej ulice Kopa. Kto wiedział o zaginionej proszę przekazać: Kraków 6, Machalscy. 6945 bbox=[1366, 1806, 1613, 1849]
classified-list bbox=[1366, 1488, 1613, 1579]
classified-ad: CHŁOPCÓW do nauki poszukuje Wytwórnia kołder i materaców — Łyczka, Lwów, Kopernika 4. 6650 bbox=[601, 870, 807, 914]
classified-ad: RUTYNOWANY długoletni samodzielny urzędnik — buchalter — korespondent, Polak, bezwzględnie uczciwy, włada doskonale zpolskiego w mowie i piśmie, maszynopisanie, ładne pismo, poszukuje, przyjmie odpowiednią posadę kierownicza lub pomocnicza na dobrych warunkach. Listy Adm. Gaz. Lw. nr 6636: bbox=[320, 1068, 582, 1171]
classified-ad: ROCZNY KORESPONDENCYJNY KURS Przygotowawczy do Państwowej Wyższej Szkoły Technicznej w Warszawie czynny od 1. listopada 1943 r. Informacje: Warszawa, ul. Smolna 34 m. 4. 4385 bbox=[825, 419, 1083, 492]
classified-ad: ADWOKAT konsyst. spraw rozwod. M. Bahrynowski, Dąbczańska 7/4, b. Ossolińskich, g. 16—18, tel. 263.46 bbox=[1102, 1254, 1348, 1297]
classified-ad: W KSIĘGARNI — ANTYKWARNI A. KRAWCZYŃSKI — LWÓW, ul. TRYBUNALSKA 18 — sprzedaż i kupno książek nowych, odsyłanych antykwarycznych. Grafika — sztychy bbox=[320, 427, 582, 485]
ad-separator bbox=[44, 1391, 301, 1392]
classified-ad: KOCHANY złodzieju — proszę mi zwrócić dokumenty osobowe: Führerschein, prawo jazdy, Ausweis — na nazwisko Z. Mrowiec. Znalazcę proszę o zwrot za wynagrodzeniem na adres: Kowalski Mikołaj ul. Słoneczna 23, mieszk. 5. 7074 bbox=[1102, 821, 1348, 909]
ad-separator bbox=[601, 737, 807, 738]
galanterii-line: KOZIOŁEK bbox=[1385, 158, 1593, 194]
classified-ad: POTRZEBUJĘ dochodzącej do sprzątania w okolicy Politechniki. Zgłoszenia: Zofii 3, m. 10. 6658 bbox=[601, 346, 807, 389]
section-header-kupno: KUPNO — SPRZEDAŻ bbox=[44, 971, 301, 1018]
ad-separator bbox=[1102, 101, 1348, 102]
classified-ad: DNIA 20. 8. 1943 zgubiono Kennkartę wydaną przez Stadthauptmanna w Sanoku, Ausweis pracy, legitymację służbową zdrowotną na nazwisko Czajkowska Antonina, ul. Bema 5, II p., m. 13. bbox=[825, 1570, 1083, 1628]
classified-ad: JESTEM uroczą Lwowianką, blondynką o oszałamiającym temperamencie, lat 19. Czekam na mojego wybrańca w wieku od 25—35 lat, inteligentnego, sympatycznego i szczerego. Listy wraz ze zdjęciem proszę kierować do Adm. Gaz. Lw. nr 6661; bbox=[1366, 1003, 1613, 1091]
classified-ad: POSZUKUJĘ do się większej fabryki Inżyniera ruchu do działu porządkowego, maszynowych i elektrycznych. Władający jęz. niemieckim. 14, Lederfabrik, Stanisław. bbox=[601, 1165, 807, 1237]
proszki-head: PROSZKI od BÓLU GŁOWY bbox=[1400, 298, 1579, 345]
ad-separator bbox=[601, 142, 807, 143]
ad-separator bbox=[320, 1665, 582, 1666]
classified-ad: SZCZENIAKA kilkumiesięcznego — silnego, dobrego — kupię, lub przyjmę do opieki. Listy Gaz. Lw. 6311 bbox=[1102, 1504, 1348, 1547]
classified-ad: SPRZEDAM patefon walizkowy gustowny nowy. Plac Strzelecki 10/3. bbox=[44, 1871, 301, 1900]
classified-ad: SZLAFROK ciepły na średnią kupię. Zgłoszenia Gazeta Lwowska — Ekspedycja. 7161 bbox=[44, 1565, 301, 1594]
ad-separator bbox=[601, 2085, 807, 2086]
classified-ad: SPRZEDAM buty nr 41, rajtki oficerskie, kurtkę, trencz, meszty czarne i żółte nr. 39, 40; od 9—12 godziny, ul. Pełczyńska 10, m. 4 bbox=[44, 1025, 301, 1068]
classified-ad: BAWORSKA ANTONINA urodz. 6. grudnia 1931, od roku 1932 do 1933 była w Zakładzie sierot we Lwowie przy ul. Kalęckiej od 1935 w Zakładzie dla Sierot w Ostrowie Wielkim — dalsze losy — dziewczynka nieznane. Kto może udzielić wiadomości proszę pisać: Michał Bilski, Przemyśl, Sembrowskiego 5, II p. za wynagrodzeniem bbox=[1366, 1620, 1613, 1737]
ad-separator bbox=[44, 1823, 301, 1824]
classified-ad: KTO może przekazać wiadomość do Łucka pow. Horochów i przywieźć odpowiedź. Gaz. Lw. 6646 bbox=[1366, 744, 1613, 773]
classified-ad: OZDOBY na choinkę bezpośrednio z fabryki dostarcza hurtowo T. Wiedeński, Tschenstochau Eckgasse 5. bbox=[44, 1733, 301, 1776]
classified-ad: SKRADZIONO pieniądze 4.000 zł, dokumenty, 2 prawa jazdy, dowód osobisty na nazwisko Kowalski Mikołaj Kazimierz, Lwów Słoneczna 23, m. 5. bbox=[1102, 1022, 1348, 1080]
classified-ad: W KRASNEM na dworcu zgubiono portfel z pieniędzmi, z dowodem też osobistym i prawem jazdy, w sumie ok. 20.000 złotych. Proszę zwrócić na wynagrodzeniem Lwów, Dzielyńskich 3, II p. bbox=[1102, 290, 1348, 348]
column-rule bbox=[591, 22, 592, 2169]
ad-separator bbox=[1366, 1911, 1613, 1912]
przetarg-line: Magistrat miasta Sambora ogłasza konkurs na remont miejskiego ratusza łącznie z wieżą w Samborze. bbox=[44, 59, 301, 102]
classified-ad: ZAMIENIĘ 2 pokoje z kuchnią za jeden pokój z kuchnią. Piekarska 16, II. piętro, mieszkanie 17 — od godz. 12—19, kafarz. 6726 bbox=[825, 78, 1083, 122]
classified-ad: BEZDZIETNE małżeństwo przyjmie na własne dziecko niemowlę od rodziców (po sieroty). Zgłoszenia w Adm. pod adresem G. L. 6785 bbox=[1102, 1559, 1348, 1603]
classified-ad: SKRADZIONO w pociągu Krosno — Lwów dnia 5. września 1943 dekret pensyjny, dekret leczenia, ZUSU i legitymacja na nazwisko GROSKI Stanisław, Lwów, Bema 29. 6617 bbox=[1102, 108, 1348, 166]
classified-ad: SKRADZIONO dnia 29. 8. 1943 r. w tramwaju nr 1 lub 3 portfel z pieniędzmi i numer Kennkarty na nazwisko Truszczak Dmytr. Proszę o zwrot na adres Czarna, Lwów, ul. Sapiehy 1. 45, sklep. bbox=[1102, 565, 1348, 623]
ad-separator bbox=[825, 183, 1083, 184]
galanterii-line: GALANTERII bbox=[1398, 53, 1581, 87]
classified-ad: LEKCJE FORTEPIANU — CYTRY, Prof. M. Lipiński, PLAC HALICKI 14, II piętro. 4292 bbox=[825, 672, 1083, 701]
column-4 bbox=[825, 22, 1083, 2169]
classified-ad: KUPIĘ jedwabną kombinację. Listy Gaz. Lw. nr 7154 bbox=[44, 1524, 301, 1553]
classified-list bbox=[320, 971, 582, 1419]
classified-ad: SPRZEDAM futro męskie sportowe na średnią i zamsz z kapiszonem i zarękawkiem, wysokie buty i białe nowe. Kętrzyńskiego 19, II. p., m. 5, 7162 bbox=[44, 1469, 301, 1512]
galanterii-line: Wysyłki pocztą koleją, i samochodami. bbox=[1415, 232, 1564, 268]
zebranie-sign: Okręgowa Grupa Rzemiosło — KRUHNE bbox=[47, 477, 301, 490]
classified-ad: KELNER młody, władający jęz. niemieckim do Kasyna niemieckiego natychmiast poszukiwany. — Zgłoszenia ul. Dominikańska 3. 6664 bbox=[601, 982, 807, 1040]
classified-ad: KRAWCOWA dobra potrzebna zaraz. Zgłosić się: Karpińskiego 17, I. piętro, Lwów. 6575 bbox=[601, 1109, 807, 1152]
proszki-firm: BRACIA SŁAWSCY bbox=[1390, 536, 1589, 560]
ad-separator bbox=[825, 624, 1083, 625]
ad-separator bbox=[44, 1253, 301, 1254]
classified-ad: AKUSZERKA MARKOWSKA ulica Zyblikiewicza 1, 39. 6709 bbox=[1366, 785, 1613, 814]
ad-separator bbox=[1102, 714, 1348, 715]
ad-separator bbox=[601, 1299, 807, 1300]
ad-separator bbox=[1366, 1152, 1613, 1153]
obituary bbox=[44, 681, 301, 816]
classified-ad: PIĘĆ sił żeńskich pieukwalifikowanych przyjmie stale do introligatorni Drukarnia Lwów, Ossolińskich nr 11. 6448 bbox=[601, 149, 807, 192]
section-header-prywatne: PRYWATNE bbox=[1366, 1454, 1613, 1481]
classified-ad: 6. 9. 1943 skradziono torebkę skórzaną z portfelem, klucze od mieszkania, dokumenty, karty żywnościowe, na nazwisko Helena Kowalska. Uczciwego znalazcę proszę o zwrot dokumentów pod adresem: ul. Kuźlarskiego 21, DULIBA Helena, Lewandowska nr 55. 6913 bbox=[1102, 921, 1348, 1009]
ad-separator bbox=[601, 1102, 807, 1103]
section-header-zaginieni: ZAGINIENI bbox=[1366, 1586, 1613, 1613]
classified-ad: NIEMIECKIE PODANIA Głęboka 18 bbox=[1102, 1127, 1295, 1141]
classified-list bbox=[44, 1024, 301, 2018]
classified-ad: PATEFON i płyty sprzedam. Lwów Kotlarska 2, m. 6, między 12—2. bbox=[44, 1692, 301, 1720]
ad-separator bbox=[601, 1791, 807, 1792]
classified-ad: PATEFONY wszelkich typów naprawia i remontuje V. E. M. Lwów — Akademicka 26. 6318 bbox=[1366, 633, 1613, 676]
classified-ad: ZGUBIONO Personalausweis na nazwisko Bolesław Wojnar bbox=[825, 1272, 1083, 1301]
ad-separator bbox=[320, 1568, 582, 1569]
ad-separator bbox=[44, 1976, 301, 1977]
classified-ad: SPRZEDAM meszkę półbucik nowe czarne. Orzeszkowej 11 m. 6 bbox=[44, 1219, 301, 1247]
classified-ad: PANI lat 40 intel. przystojna, szara, gospodarna, pragnie poznać pana 40—60 lat. Przyjmę też dobrego Pana bezpośrednio z nagrody. Cel matr. Listy Gaz. Lw. 6618. bbox=[1366, 1159, 1613, 1217]
classified-ad: SKÓRZANY płaszcz czarny, stan b. dobry, zamienię na skórzaną kurtkę w dobrym gatunku. Zgłoszenia: Listopada 23, I. p., m. 7, m. 15—17 g. bbox=[1366, 689, 1613, 732]
classified-ad: NAUKA NIEMIECKIEGO, GŁĘBOKA 18. Początki i KONWERSACJA dla młodzieży i dorosłych. Rezerwowe WCZEŚNIEJ godziny!!! POMOC SZKOLNA bbox=[825, 348, 1083, 406]
ad-separator bbox=[320, 1903, 582, 1904]
ad-separator bbox=[320, 1020, 582, 1021]
classified-ad: WDOWA po doktorze, przystojna — elegancka inteligentna i ujmującą nie majątkiem niezależna pozna się na 50-te lekarza, inżyniera, profesora, adwokata. Cel matr. Listy z fotografią za zwrot pod Gaz. Lw. nr. 6631 bbox=[1366, 917, 1613, 990]
ad-separator bbox=[825, 412, 1083, 413]
